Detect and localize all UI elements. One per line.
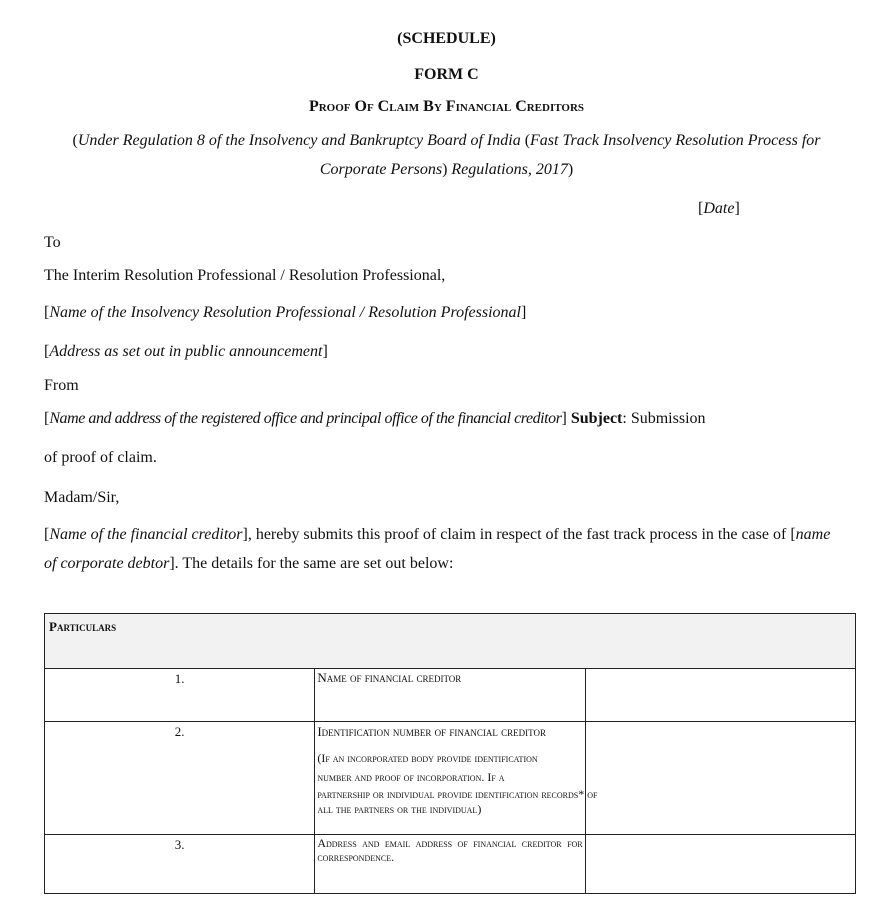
addressee: The Interim Resolution Professional / Resolution Professional,: [44, 267, 446, 284]
table-header-cell: [45, 614, 856, 669]
addressee-name: [Name of the Insolvency Resolution Professional / Resolution Professional]: [44, 304, 527, 321]
body-line-2: of corporate debtor]. The details for the same are set out below:: [44, 555, 454, 572]
salutation: Madam/Sir,: [44, 489, 120, 506]
row-value[interactable]: [585, 669, 855, 722]
subject-continuation: of proof of claim.: [44, 449, 157, 466]
subject-label: Subject: [570, 410, 623, 427]
row-value[interactable]: [585, 835, 855, 894]
row-label: [315, 669, 585, 722]
row-label-line: Identification number of financial creditor: [317, 724, 546, 739]
to-label: To: [44, 234, 61, 251]
table-row: [45, 722, 856, 835]
form-title: Proof Of Claim By Financial Creditors: [308, 98, 585, 115]
schedule-heading: (SCHEDULE): [397, 30, 496, 47]
addressee-address: [Address as set out in public announcement]: [44, 343, 328, 360]
regulation-line-2: Corporate Persons) Regulations, 2017): [319, 161, 574, 178]
particulars-table: [44, 613, 856, 894]
row-label: [315, 835, 585, 894]
row-label-line: all the partners or the individual): [317, 802, 482, 817]
row-label-line: Name of financial creditor: [317, 670, 462, 685]
row-number: 1.: [45, 669, 315, 722]
regulation-line-1: (Under Regulation 8 of the Insolvency and Bankruptcy Board of India (Fast Track Insolvency Resolution Process for: [72, 132, 821, 149]
row-label-line: number and proof of incorporation. If a: [317, 770, 505, 785]
row-label: [315, 722, 598, 835]
row-number: 3.: [45, 835, 315, 894]
table-row: [45, 669, 856, 722]
body-line-1: [Name of the financial creditor], hereby submits this proof of claim in respect of the fast track process in the case of [name: [44, 526, 831, 543]
table-row: [45, 835, 856, 894]
row-number: 2.: [45, 722, 315, 835]
row-label-line: partnership or individual provide identification records* of: [317, 787, 598, 802]
from-label: From: [44, 377, 79, 394]
row-value[interactable]: [585, 722, 855, 835]
table-header-row: [45, 614, 856, 669]
from-details: [Name and address of the registered office and principal office of the financial creditor] Subject: Submission: [44, 410, 706, 427]
row-label-line: (If an incorporated body provide identification: [317, 751, 538, 766]
row-label-line: Address and email address of financial creditor for: [317, 836, 583, 850]
table-header-label: Particulars: [49, 619, 117, 634]
row-label-line: correspondence.: [317, 849, 395, 864]
date-field: [Date]: [698, 200, 740, 217]
form-heading: FORM C: [414, 66, 479, 83]
